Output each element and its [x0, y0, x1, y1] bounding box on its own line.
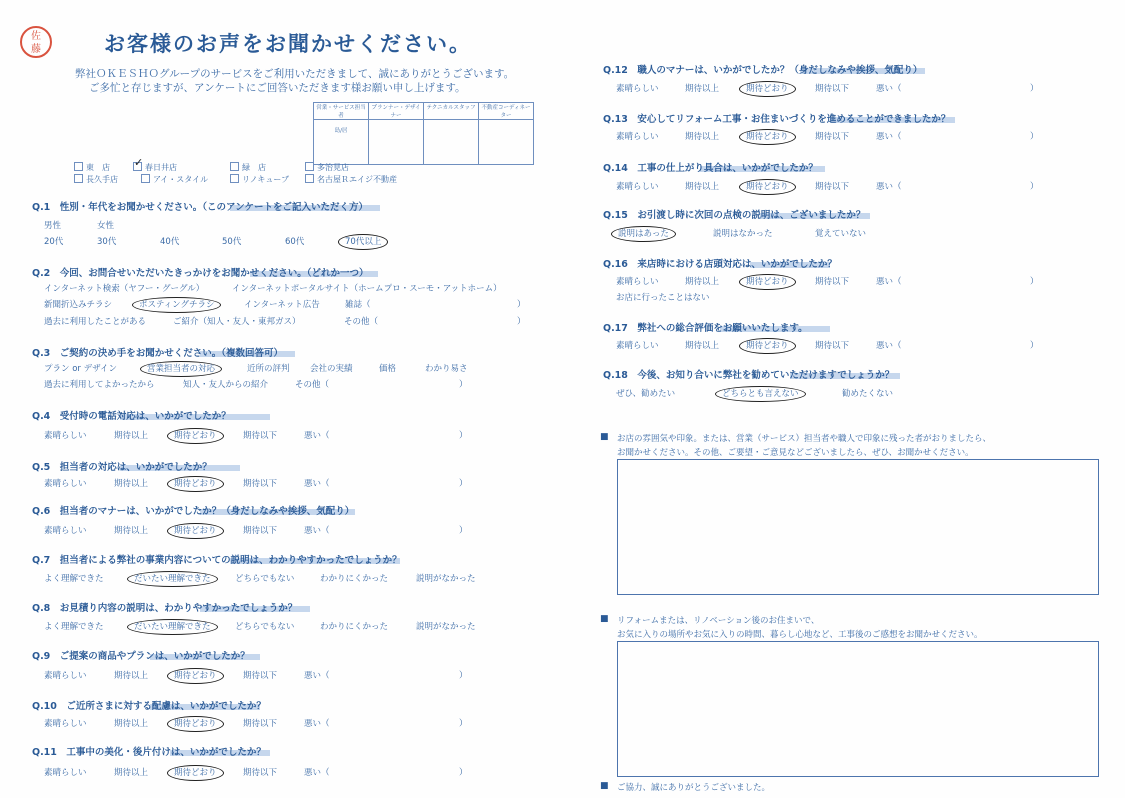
- option[interactable]: 期待以上: [114, 479, 149, 489]
- question-q2: Q.2 今回、お問合せいただいたきっかけをお聞かせください。（どれか一つ）: [32, 268, 369, 279]
- option[interactable]: ぜひ、勧めたい: [616, 389, 676, 399]
- option[interactable]: 素晴らしい: [616, 84, 659, 94]
- option[interactable]: 説明がなかった: [416, 574, 476, 584]
- option[interactable]: 期待以下: [815, 277, 850, 287]
- footer-thanks: ご協力、誠にありがとうございました。: [617, 783, 771, 793]
- option-selected[interactable]: どちらとも言えない: [721, 387, 806, 399]
- option[interactable]: 期待以下: [243, 768, 278, 778]
- option[interactable]: 期待以上: [114, 526, 149, 536]
- store-checkbox[interactable]: 名古屋Ｒエイジ不動産: [305, 174, 397, 185]
- option[interactable]: インターネットポータルサイト（ホームプロ・スーモ・アットホーム）: [232, 284, 502, 294]
- option[interactable]: 素晴らしい: [616, 341, 659, 351]
- option[interactable]: 20代: [44, 237, 64, 247]
- option[interactable]: 悪い（: [876, 132, 902, 142]
- question-q17: Q.17 弊社への総合評価をお願いいたします。: [603, 323, 808, 334]
- comment2-label-2: お気に入りの場所やお気に入りの時間、暮らし心地など、工事後のご感想をお聞かせください。: [617, 630, 983, 640]
- intro-line-1: 弊社ＯＫＥＳＨＯグループのサービスをご利用いただきまして、誠にありがとうございます。: [75, 68, 515, 80]
- option-selected[interactable]: 期待どおり: [745, 82, 796, 94]
- option[interactable]: その他（: [344, 317, 379, 327]
- staff-table: [313, 102, 534, 165]
- option[interactable]: 期待以下: [243, 479, 278, 489]
- option: ）: [1030, 277, 1039, 287]
- option-selected[interactable]: 説明はあった: [617, 227, 676, 239]
- option[interactable]: 悪い（: [304, 719, 330, 729]
- option[interactable]: プラン or デザイン: [44, 364, 118, 374]
- option[interactable]: 素晴らしい: [616, 182, 659, 192]
- option[interactable]: 新聞折込みチラシ: [44, 300, 113, 310]
- question-q3: Q.3 ご契約の決め手をお聞かせください。（複数回答可）: [32, 348, 284, 359]
- option-selected[interactable]: 期待どおり: [173, 477, 224, 489]
- option[interactable]: どちらでもない: [235, 622, 295, 632]
- option[interactable]: 女性: [97, 221, 115, 231]
- staff-header: テクニカルスタッフ: [424, 103, 479, 120]
- option[interactable]: 悪い（: [876, 277, 902, 287]
- comment1-label-2: お聞かせください。その他、ご要望・ご意見などございましたら、ぜひ、お聞かせください。: [617, 448, 974, 458]
- option-selected[interactable]: 期待どおり: [173, 717, 224, 729]
- option[interactable]: 過去に利用してよかったから: [44, 380, 155, 390]
- option[interactable]: 期待以上: [114, 671, 149, 681]
- option[interactable]: 説明がなかった: [416, 622, 476, 632]
- option[interactable]: インターネット検索（ヤフー・グーグル）: [44, 284, 205, 294]
- question-q6: Q.6 担当者のマナーは、いかがでしたか？（身だしなみや挨拶、気配り）: [32, 506, 355, 517]
- option[interactable]: 悪い（: [304, 768, 330, 778]
- store-checkbox[interactable]: ✓ 春日井店: [133, 162, 177, 173]
- option[interactable]: 素晴らしい: [616, 132, 659, 142]
- comment2-textarea[interactable]: [617, 641, 1099, 777]
- option-selected[interactable]: 期待どおり: [745, 339, 796, 351]
- option[interactable]: よく理解できた: [44, 574, 104, 584]
- option-selected[interactable]: 営業担当者の対応: [146, 362, 222, 374]
- option[interactable]: 期待以下: [243, 671, 278, 681]
- option[interactable]: 素晴らしい: [616, 277, 659, 287]
- store-checkbox[interactable]: 緑 店: [230, 162, 266, 173]
- option: ）: [1030, 132, 1039, 142]
- question-q13: Q.13 安心してリフォーム工事・お住まいづくりを進めることができましたか？: [603, 114, 951, 125]
- option: ）: [459, 671, 468, 681]
- option[interactable]: 期待以上: [114, 431, 149, 441]
- option[interactable]: わかりにくかった: [320, 574, 389, 584]
- option[interactable]: 覚えていない: [815, 229, 867, 239]
- option-selected[interactable]: 期待どおり: [745, 275, 796, 287]
- store-checkbox[interactable]: 長久手店: [74, 174, 118, 185]
- option: ）: [517, 300, 526, 310]
- question-q18: Q.18 今後、お知り合いに弊社を勧めていただけますでしょうか？: [603, 370, 895, 381]
- option[interactable]: 説明はなかった: [713, 229, 773, 239]
- question-q15: Q.15 お引渡し時に次回の点検の説明は、ございましたか？: [603, 210, 866, 221]
- question-q7: Q.7 担当者による弊社の事業内容についての説明は、わかりやすかったでしょうか？: [32, 555, 402, 566]
- option[interactable]: 期待以上: [685, 84, 720, 94]
- option[interactable]: 悪い（: [876, 341, 902, 351]
- seal-stamp: 佐 藤: [20, 26, 52, 58]
- option[interactable]: 40代: [160, 237, 180, 247]
- option-selected[interactable]: 期待どおり: [745, 180, 796, 192]
- question-q8: Q.8 お見積り内容の説明は、わかりやすかったでしょうか？: [32, 603, 298, 614]
- option[interactable]: 期待以上: [685, 277, 720, 287]
- option[interactable]: 会社の実績: [310, 364, 353, 374]
- question-q10: Q.10 ご近所さまに対する配慮は、いかがでしたか？: [32, 701, 266, 712]
- option[interactable]: 素晴らしい: [44, 479, 87, 489]
- option[interactable]: 期待以上: [114, 768, 149, 778]
- question-q11: Q.11 工事中の美化・後片付けは、いかがでしたか？: [32, 747, 266, 758]
- option[interactable]: インターネット広告: [244, 300, 320, 310]
- option[interactable]: 素晴らしい: [44, 719, 87, 729]
- option[interactable]: 近所の評判: [247, 364, 290, 374]
- staff-cell[interactable]: [424, 120, 479, 165]
- option[interactable]: 60代: [285, 237, 305, 247]
- option: ）: [517, 317, 526, 327]
- staff-cell[interactable]: [479, 120, 534, 165]
- option[interactable]: わかりにくかった: [320, 622, 389, 632]
- option[interactable]: 男性: [44, 221, 62, 231]
- option[interactable]: 期待以下: [815, 132, 850, 142]
- option[interactable]: 期待以下: [243, 719, 278, 729]
- option-selected[interactable]: だいたい理解できた: [133, 620, 218, 632]
- option[interactable]: 悪い（: [304, 671, 330, 681]
- option: ）: [459, 768, 468, 778]
- option[interactable]: 悪い（: [304, 479, 330, 489]
- option[interactable]: 素晴らしい: [44, 768, 87, 778]
- option[interactable]: 期待以下: [243, 431, 278, 441]
- option-selected[interactable]: 期待どおり: [173, 669, 224, 681]
- option[interactable]: 素晴らしい: [44, 526, 87, 536]
- question-q4: Q.4 受付時の電話対応は、いかがでしたか？: [32, 411, 231, 422]
- option-selected[interactable]: 70代以上: [344, 235, 388, 247]
- comment2-label: リフォームまたは、リノベーション後のお住まいで、: [617, 616, 820, 626]
- option[interactable]: 過去に利用したことがある: [44, 317, 147, 327]
- intro-line-2: ご多忙と存じますが、アンケートにご回答いただきます様お願い申し上げます。: [89, 82, 466, 94]
- option[interactable]: 期待以上: [114, 719, 149, 729]
- store-checkbox[interactable]: 多治見店: [305, 162, 349, 173]
- option[interactable]: 期待以下: [243, 526, 278, 536]
- option[interactable]: 素晴らしい: [44, 431, 87, 441]
- option-selected[interactable]: だいたい理解できた: [133, 572, 218, 584]
- option[interactable]: 知人・友人からの紹介: [183, 380, 269, 390]
- staff-header: 営業・サービス担当者: [314, 103, 369, 120]
- staff-signature: 島/居: [314, 120, 369, 165]
- staff-cell[interactable]: [369, 120, 424, 165]
- option[interactable]: その他（: [295, 380, 330, 390]
- question-q5: Q.5 担当者の対応は、いかがでしたか？: [32, 462, 212, 473]
- option[interactable]: よく理解できた: [44, 622, 104, 632]
- option[interactable]: 勧めたくない: [842, 389, 894, 399]
- store-checkbox[interactable]: アイ・スタイル: [141, 174, 208, 185]
- question-q16: Q.16 来店時における店頭対応は、いかがでしたか？: [603, 259, 837, 270]
- option[interactable]: 悪い（: [304, 431, 330, 441]
- option[interactable]: 期待以上: [685, 182, 720, 192]
- store-checkbox[interactable]: リノキューブ: [230, 174, 289, 185]
- option-selected[interactable]: 期待どおり: [173, 524, 224, 536]
- option[interactable]: 50代: [222, 237, 242, 247]
- option[interactable]: 雑誌（: [345, 300, 371, 310]
- staff-header: プランナー・デザイナー: [369, 103, 424, 120]
- question-q1: Q.1 性別・年代をお聞かせください。（このアンケートをご記入いただく方）: [32, 202, 368, 213]
- staff-header: 不動産コーディネーター: [479, 103, 534, 120]
- square-bullet: ■: [600, 432, 609, 442]
- option[interactable]: 30代: [97, 237, 117, 247]
- option-selected[interactable]: 期待どおり: [173, 429, 224, 441]
- question-q14: Q.14 工事の仕上がり具合は、いかがでしたか？: [603, 163, 818, 174]
- option[interactable]: ご紹介（知人・友人・東邦ガス）: [173, 317, 301, 327]
- option[interactable]: 悪い（: [304, 526, 330, 536]
- option[interactable]: 悪い（: [876, 182, 902, 192]
- option[interactable]: 期待以下: [815, 182, 850, 192]
- option: ）: [459, 719, 468, 729]
- option[interactable]: 期待以下: [815, 341, 850, 351]
- option-selected[interactable]: 期待どおり: [745, 130, 796, 142]
- option[interactable]: 素晴らしい: [44, 671, 87, 681]
- option: ）: [459, 479, 468, 489]
- option: ）: [1030, 182, 1039, 192]
- page-title: お客様のお声をお聞かせください。: [104, 32, 472, 56]
- option[interactable]: どちらでもない: [235, 574, 295, 584]
- square-bullet: ■: [600, 614, 609, 624]
- comment1-textarea[interactable]: [617, 459, 1099, 595]
- question-q9: Q.9 ご提案の商品やプランは、いかがでしたか？: [32, 651, 250, 662]
- option-selected[interactable]: 期待どおり: [173, 766, 224, 778]
- option: ）: [459, 526, 468, 536]
- comment1-label: お店の雰囲気や印象。または、営業（サービス）担当者や職人で印象に残った者がおりましたら、: [617, 434, 992, 444]
- option[interactable]: 価格: [379, 364, 397, 374]
- option: ）: [1030, 84, 1039, 94]
- option[interactable]: わかり易さ: [425, 364, 468, 374]
- option: ）: [459, 431, 468, 441]
- option[interactable]: お店に行ったことはない: [616, 293, 710, 303]
- question-q12: Q.12 職人のマナーは、いかがでしたか？（身だしなみや挨拶、気配り）: [603, 65, 923, 76]
- option[interactable]: 期待以上: [685, 341, 720, 351]
- option[interactable]: 期待以上: [685, 132, 720, 142]
- square-bullet: ■: [600, 781, 609, 791]
- option: ）: [459, 380, 468, 390]
- option-selected[interactable]: ポスティングチラシ: [138, 298, 221, 310]
- option[interactable]: 悪い（: [876, 84, 902, 94]
- store-checkbox[interactable]: 東 店: [74, 162, 110, 173]
- option: ）: [1030, 341, 1039, 351]
- option[interactable]: 期待以下: [815, 84, 850, 94]
